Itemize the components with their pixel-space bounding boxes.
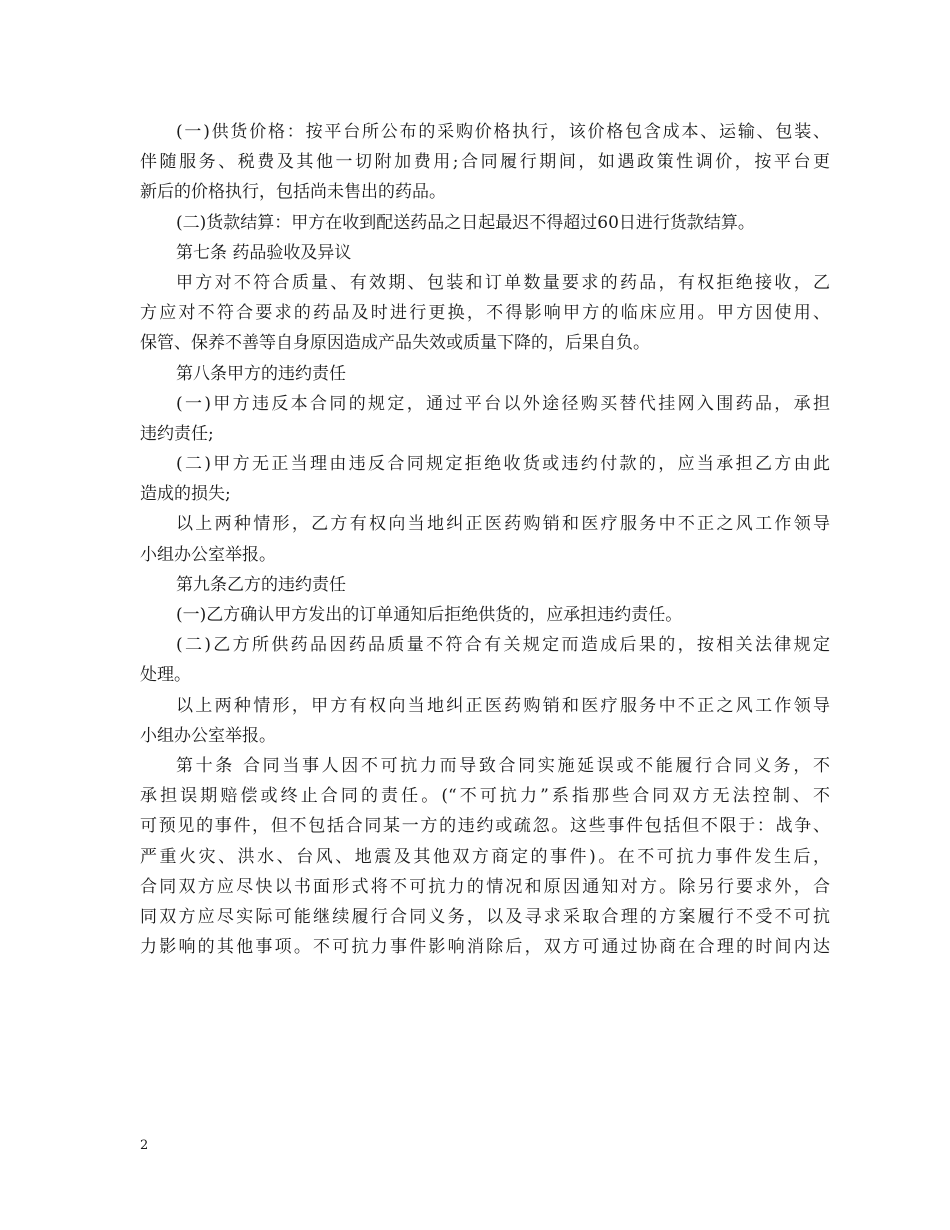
text-line: 以上两种情形，乙方有权向当地纠正医药购销和医疗服务中不正之风工作领导: [176, 514, 830, 535]
text-line: (二)货款结算：甲方在收到配送药品之日起最迟不得超过60日进行货款结算。: [176, 212, 755, 233]
text-line: 同双方应尽实际可能继续履行合同义务，以及寻求采取合理的方案履行不受不可抗: [140, 906, 830, 927]
text-line: 新后的价格执行，包括尚未售出的药品。: [140, 182, 446, 203]
text-line: 保管、保养不善等自身原因造成产品失效或质量下降的，后果自负。: [140, 333, 650, 354]
text-line: 违约责任;: [140, 423, 214, 444]
text-line: (二)甲方无正当理由违反合同规定拒绝收货或违约付款的，应当承担乙方由此: [176, 454, 830, 475]
text-line: (一)甲方违反本合同的规定，通过平台以外途径购买替代挂网入围药品，承担: [176, 393, 830, 414]
text-line: 处理。: [140, 665, 191, 686]
text-line: 小组办公室举报。: [140, 544, 276, 565]
text-line: 造成的损失;: [140, 484, 231, 505]
document-body: [140, 117, 830, 962]
text-line: 严重火灾、洪水、台风、地震及其他双方商定的事件)。在不可抗力事件发生后，: [140, 846, 830, 867]
text-line: 小组办公室举报。: [140, 725, 276, 746]
text-line: 力影响的其他事项。不可抗力事件影响消除后，双方可通过协商在合理的时间内达: [140, 937, 830, 958]
text-line: (二)乙方所供药品因药品质量不符合有关规定而造成后果的，按相关法律规定: [176, 635, 830, 656]
text-line: 甲方对不符合质量、有效期、包装和订单数量要求的药品，有权拒绝接收，乙: [176, 272, 830, 293]
text-line: 以上两种情形，甲方有权向当地纠正医药购销和医疗服务中不正之风工作领导: [176, 695, 830, 716]
text-line: 可预见的事件，但不包括合同某一方的违约或疏忽。这些事件包括但不限于：战争、: [140, 816, 830, 837]
page-number: 2: [140, 1138, 149, 1153]
text-line: 方应对不符合要求的药品及时进行更换，不得影响甲方的临床应用。甲方因使用、: [140, 303, 830, 324]
text-line: 承担误期赔偿或终止合同的责任。(“不可抗力”系指那些合同双方无法控制、不: [140, 786, 830, 807]
text-line: 第十条 合同当事人因不可抗力而导致合同实施延误或不能履行合同义务，不: [176, 755, 830, 776]
text-line: (一)供货价格：按平台所公布的采购价格执行，该价格包含成本、运输、包装、: [176, 122, 830, 142]
text-line: 伴随服务、税费及其他一切附加费用;合同履行期间，如遇政策性调价，按平台更: [140, 152, 830, 173]
text-line: 合同双方应尽快以书面形式将不可抗力的情况和原因通知对方。除另行要求外，合: [140, 876, 830, 897]
text-line: 第八条甲方的违约责任: [176, 363, 346, 384]
text-line: (一)乙方确认甲方发出的订单通知后拒绝供货的，应承担违约责任。: [176, 605, 683, 625]
text-line: 第七条 药品验收及异议: [176, 242, 352, 263]
text-line: 第九条乙方的违约责任: [176, 574, 346, 595]
